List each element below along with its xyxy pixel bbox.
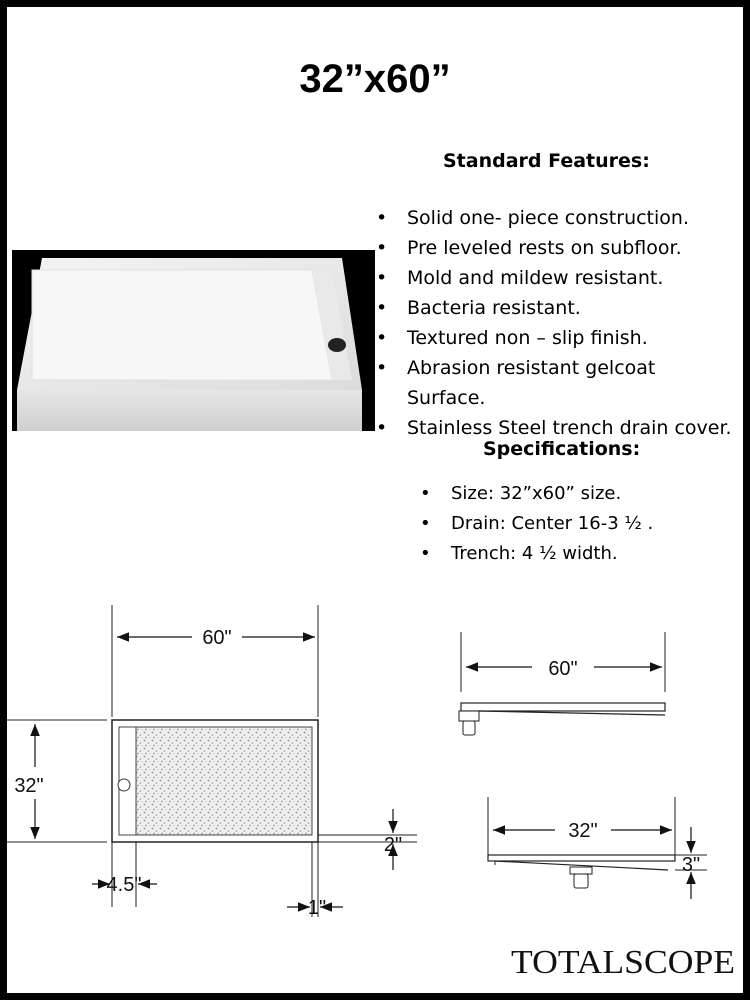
spec-item: • Size: 32”x60” size. xyxy=(417,479,653,509)
dim-trench-width: 4.5" xyxy=(106,874,142,896)
dim-side-length: 60" xyxy=(548,658,578,680)
side-elevation xyxy=(459,632,665,735)
feature-item: • Textured non – slip finish. xyxy=(373,323,732,353)
shower-base-photo xyxy=(12,250,375,431)
spec-sheet-page xyxy=(7,7,743,993)
technical-drawing xyxy=(7,587,743,927)
feature-item: • Pre leveled rests on subfloor. xyxy=(373,233,732,263)
standard-features-heading: Standard Features: xyxy=(443,150,650,172)
specifications-heading: Specifications: xyxy=(483,438,641,460)
feature-item: • Bacteria resistant. xyxy=(373,293,732,323)
standard-features-list xyxy=(373,203,732,443)
end-elevation xyxy=(488,797,707,899)
feature-item: • Mold and mildew resistant. xyxy=(373,263,732,293)
feature-item-continuation: Surface. xyxy=(407,387,486,409)
dim-rim-side: 2" xyxy=(383,834,403,856)
plan-view xyxy=(7,605,417,919)
feature-item: • Solid one- piece construction. xyxy=(373,203,732,233)
specifications-list xyxy=(417,479,653,569)
feature-item: • Abrasion resistant gelcoat xyxy=(373,353,732,383)
dim-rim-bottom: 1" xyxy=(307,897,327,919)
logo-text: TOTALSCOPE xyxy=(511,944,735,981)
dim-end-width: 32" xyxy=(568,820,598,842)
dim-top-height: 32" xyxy=(14,775,44,797)
dim-end-height: 3" xyxy=(681,854,701,876)
spec-item: • Drain: Center 16-3 ½ . xyxy=(417,509,653,539)
totalscope-logo xyxy=(507,935,739,985)
feature-item: • Stainless Steel trench drain cover. xyxy=(373,413,732,443)
spec-item: • Trench: 4 ½ width. xyxy=(417,539,653,569)
page-title: 32”x60” xyxy=(299,57,451,101)
dim-top-width: 60" xyxy=(202,627,232,649)
